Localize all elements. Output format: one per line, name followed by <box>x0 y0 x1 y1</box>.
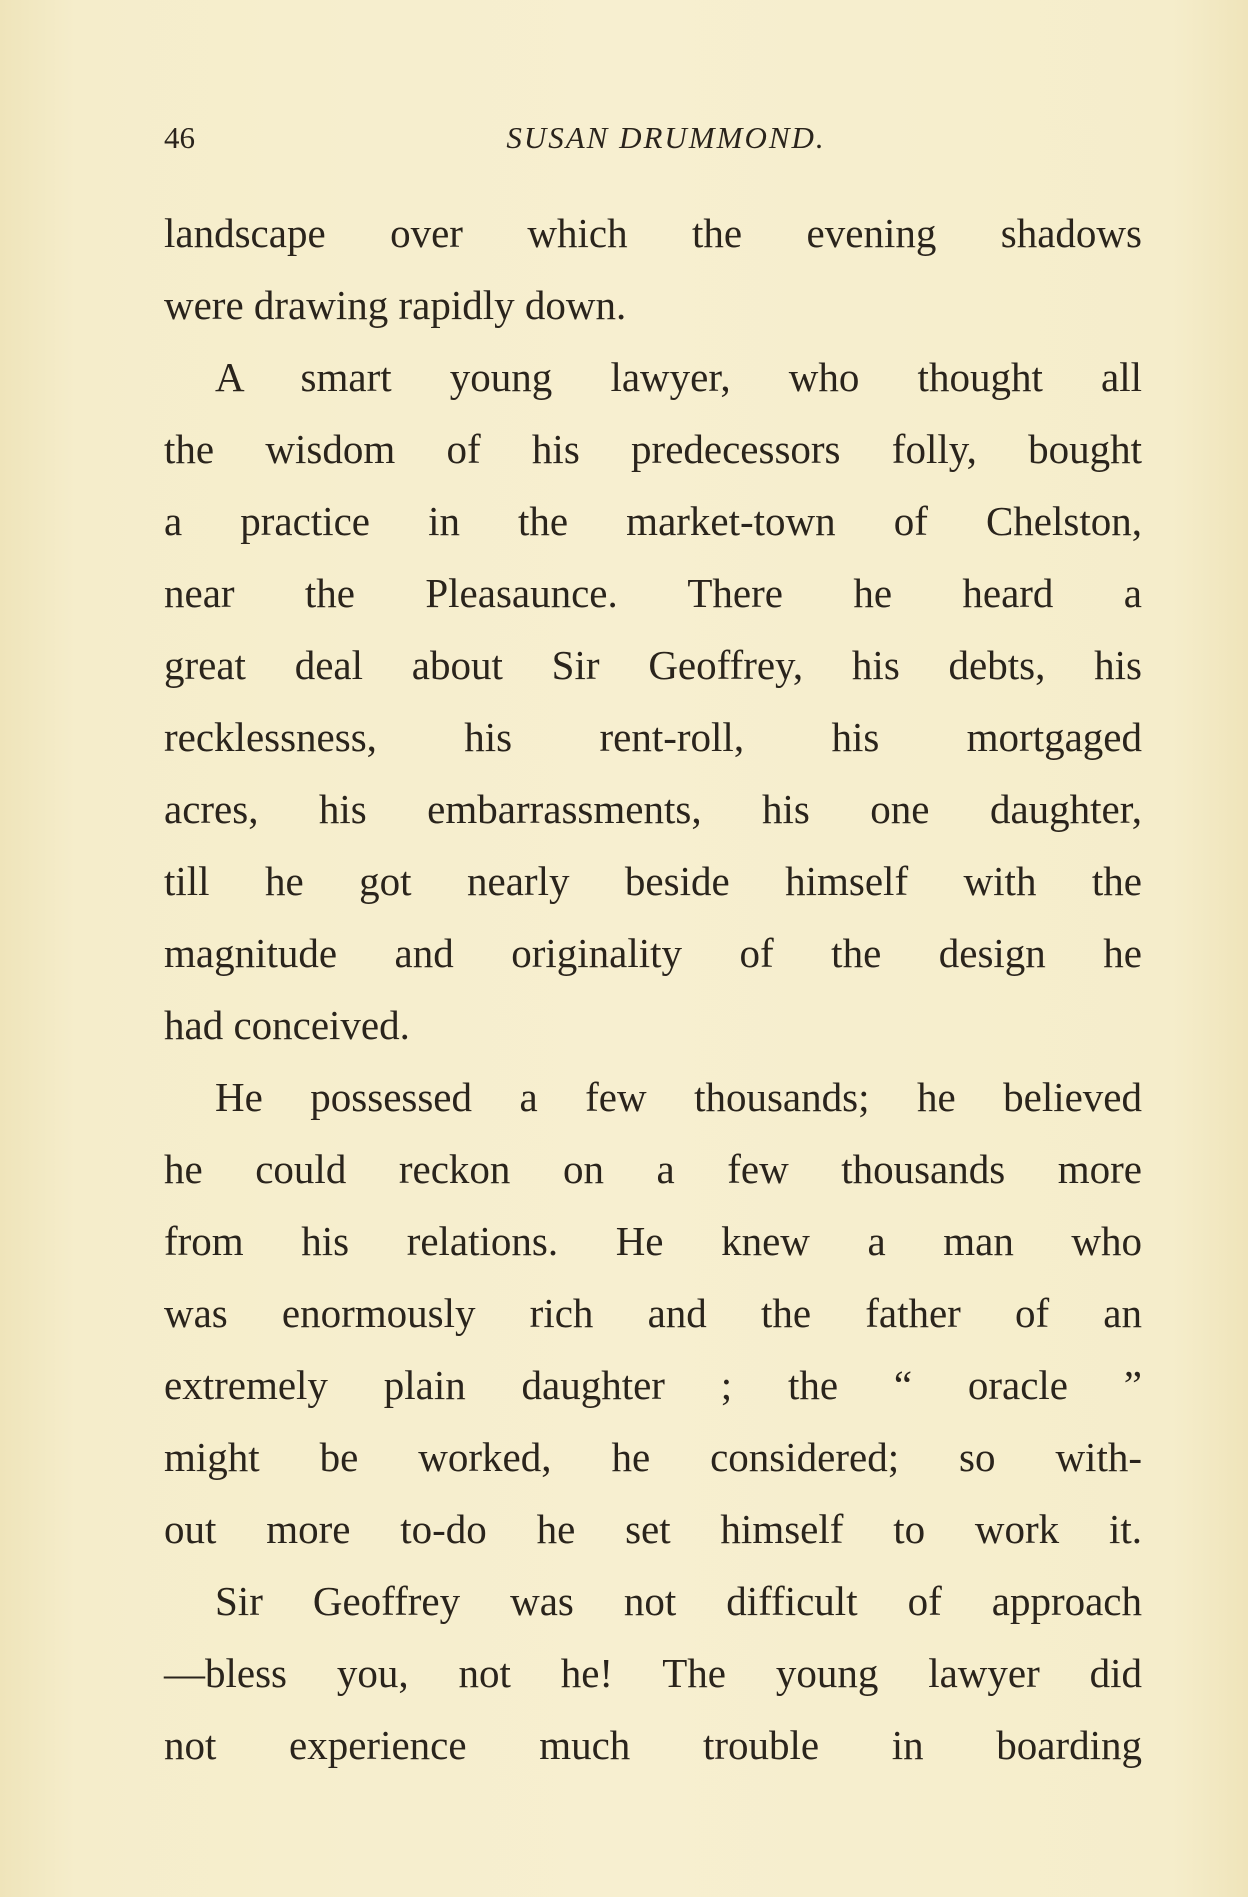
text-line: near the Pleasaunce. There he heard a <box>164 570 1142 616</box>
running-head: SUSAN DRUMMOND. <box>506 120 826 155</box>
text-line: had conceived. <box>164 1002 410 1048</box>
page-number: 46 <box>164 120 195 155</box>
body-text <box>164 197 1142 1781</box>
text-line: the wisdom of his predecessors folly, bought <box>164 426 1142 472</box>
text-line: A smart young lawyer, who thought all <box>215 354 1142 400</box>
text-line: He possessed a few thousands; he believed <box>215 1074 1142 1120</box>
text-line: a practice in the market-town of Chelston, <box>164 498 1142 544</box>
text-line: might be worked, he considered; so with- <box>164 1434 1142 1480</box>
text-line: —bless you, not he! The young lawyer did <box>164 1650 1142 1696</box>
text-line: recklessness, his rent-roll, his mortgaged <box>164 714 1142 760</box>
text-line: he could reckon on a few thousands more <box>164 1146 1142 1192</box>
text-line: magnitude and originality of the design he <box>164 930 1142 976</box>
page-header <box>164 118 1142 158</box>
text-line: till he got nearly beside himself with the <box>164 858 1142 904</box>
text-line: landscape over which the evening shadows <box>164 210 1142 256</box>
text-line: extremely plain daughter ; the “ oracle ” <box>164 1362 1142 1408</box>
text-line: great deal about Sir Geoffrey, his debts, his <box>164 642 1142 688</box>
text-line: from his relations. He knew a man who <box>164 1218 1142 1264</box>
text-line: Sir Geoffrey was not difficult of approach <box>215 1578 1142 1624</box>
text-line: was enormously rich and the father of an <box>164 1290 1142 1336</box>
text-line: out more to-do he set himself to work it. <box>164 1506 1142 1552</box>
text-line: acres, his embarrassments, his one daughter, <box>164 786 1142 832</box>
text-line: were drawing rapidly down. <box>164 282 627 328</box>
text-line: not experience much trouble in boarding <box>164 1722 1142 1768</box>
